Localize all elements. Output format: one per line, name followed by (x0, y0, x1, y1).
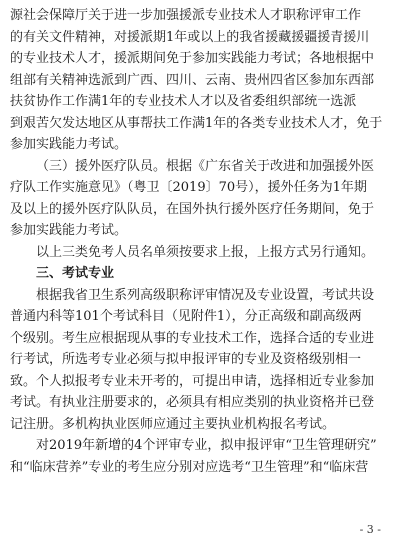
paragraph-start-line: （三）援外医疗队员。根据《广东省关于改进和加强援外医 (36, 158, 375, 174)
paragraph-start-line: 根据我省卫生系列高级职称评审情况及专业设置，考试共设 (36, 287, 375, 303)
text-line: 参加实践能力考试。 (10, 137, 128, 152)
paragraph-start-line: 以上三类免考人员名单须按要求上报，上报方式另行通知。 (36, 244, 375, 260)
text-line: 到艰苦欠发达地区从事帮扶工作满1年的各类专业技术人才，免于 (10, 115, 383, 131)
text-line: 的有关文件精神，对援派期1年或以上的我省援藏援疆援青援川 (10, 29, 370, 45)
text-line: 个级别。考生应根据现从事的专业技术工作，选择合适的专业进 (10, 330, 375, 346)
page-number: - 3 - (359, 523, 381, 536)
text-line: 参加实践能力考试。 (10, 223, 128, 238)
text-line: 疗队工作实施意见》（粤卫〔2019〕70号），援外任务为1年期 (10, 180, 367, 195)
document-body (10, 5, 402, 478)
section-heading: 三、考试专业 (36, 266, 115, 281)
text-line: 和“临床营养”专业的考生应分别对应选考“卫生管理”和“临床营 (10, 459, 369, 475)
paragraph-start-line: 对2019年新增的4个评审专业，拟申报评审“卫生管理研究” (36, 438, 377, 453)
text-line: 组部有关精神选派到广西、四川、云南、贵州四省区参加东西部 (10, 72, 375, 88)
text-line: 扶贫协作工作满1年的专业技术人才以及省委组织部统一选派 (10, 94, 357, 109)
text-line: 普通内科等101个考试科目（见附件1），分正高级和副高级两 (10, 309, 362, 324)
text-line: 记注册。多机构执业医师应通过主要执业机构报名考试。 (10, 416, 336, 432)
text-line: 考试。有执业注册要求的，必须具有相应类别的执业资格并已登 (10, 395, 375, 410)
text-line: 源社会保障厅关于进一步加强援派专业技术人才职称评审工作 (10, 8, 362, 23)
text-line: 及以上的援外医疗队队员，在国外执行援外医疗任务期间，免于 (10, 201, 375, 217)
text-line: 行考试，所选考专业必须与拟申报评审的专业及资格级别相一 (10, 352, 362, 367)
text-line: 致。个人拟报考专业未开考的，可提出申请，选择相近专业参加 (10, 373, 375, 389)
text-line: 的专业技术人才，援派期间免于参加实践能力考试；各地根据中 (10, 51, 375, 66)
